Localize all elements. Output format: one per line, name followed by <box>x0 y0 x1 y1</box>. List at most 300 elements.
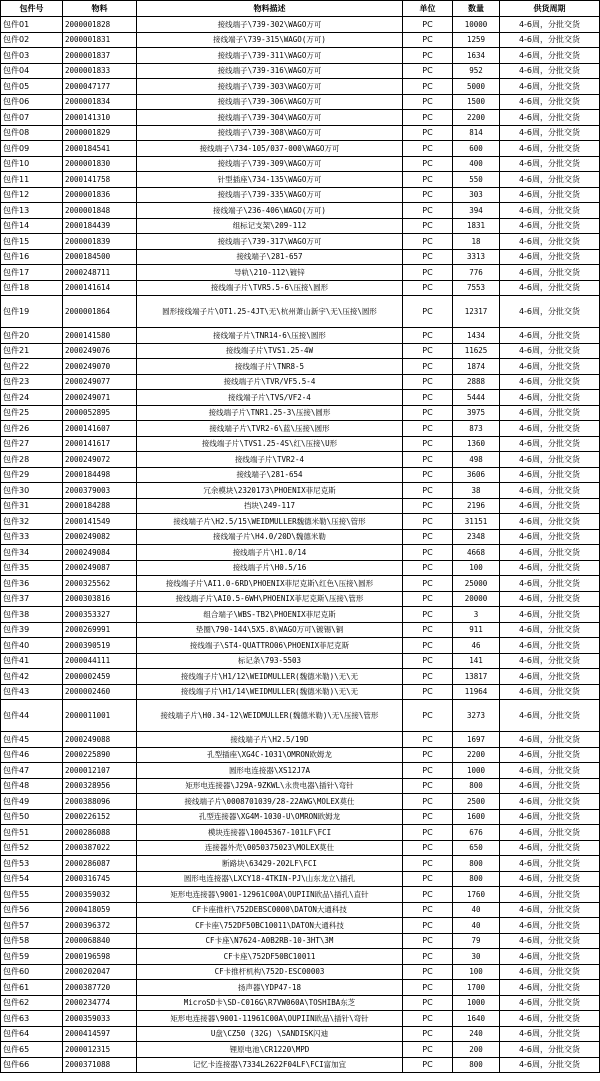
quantity-cell: 498 <box>453 452 500 468</box>
table-row <box>1 467 600 483</box>
package-cell: 包件63 <box>1 1011 63 1027</box>
package-cell: 包件05 <box>1 79 63 95</box>
description-cell: 接线端子片\AI1.0-6RD\PHOENIX菲尼克斯\红色\压接\圆形 <box>137 576 403 592</box>
delivery-period-cell: 4-6周，分批交货 <box>500 887 600 903</box>
delivery-period-cell: 4-6周，分批交货 <box>500 390 600 406</box>
table-row <box>1 980 600 996</box>
package-cell: 包件15 <box>1 234 63 250</box>
description-cell: 接线端子片\TVS1.25-4S\红\压接\U形 <box>137 436 403 452</box>
material-code-cell: 2000249088 <box>63 732 137 748</box>
table-header <box>1 1 600 17</box>
material-code-cell: 2000388096 <box>63 794 137 810</box>
unit-cell: PC <box>403 421 453 437</box>
delivery-period-cell: 4-6周，分批交货 <box>500 653 600 669</box>
quantity-cell: 141 <box>453 653 500 669</box>
material-code-cell: 2000196598 <box>63 949 137 965</box>
quantity-cell: 4668 <box>453 545 500 561</box>
material-code-cell: 2000141549 <box>63 514 137 530</box>
table-row <box>1 203 600 219</box>
table-row <box>1 498 600 514</box>
table-row <box>1 545 600 561</box>
quantity-cell: 2200 <box>453 747 500 763</box>
description-cell: MicroSD卡\SD-C016G\R7VW060A\TOSHIBA东芝 <box>137 995 403 1011</box>
material-code-cell: 2000359033 <box>63 1011 137 1027</box>
delivery-period-cell: 4-6周，分批交货 <box>500 125 600 141</box>
quantity-cell: 38 <box>453 483 500 499</box>
unit-cell: PC <box>403 172 453 188</box>
material-code-cell: 2000001831 <box>63 32 137 48</box>
package-cell: 包件16 <box>1 249 63 265</box>
delivery-period-cell: 4-6周，分批交货 <box>500 498 600 514</box>
description-cell: 接线端子片\H2.5/19D <box>137 732 403 748</box>
package-cell: 包件31 <box>1 498 63 514</box>
material-code-cell: 2000202047 <box>63 964 137 980</box>
description-cell: 连接器外壳\0050375023\MOLEX莫仕 <box>137 840 403 856</box>
delivery-period-cell: 4-6周，分批交货 <box>500 17 600 33</box>
package-cell: 包件59 <box>1 949 63 965</box>
table-row <box>1 607 600 623</box>
package-cell: 包件60 <box>1 964 63 980</box>
package-cell: 包件56 <box>1 902 63 918</box>
material-code-cell: 2000248711 <box>63 265 137 281</box>
quantity-cell: 79 <box>453 933 500 949</box>
unit-cell: PC <box>403 234 453 250</box>
description-cell: 标记条\793-5503 <box>137 653 403 669</box>
unit-cell: PC <box>403 1026 453 1042</box>
col-header-quantity: 数量 <box>453 1 500 17</box>
description-cell: 接线端子\ST4-QUATTRO06\PHOENIX菲尼克斯 <box>137 638 403 654</box>
description-cell: 接线端子片\H1/12\WEIDMULLER(魏德米勒)\无\无 <box>137 669 403 685</box>
unit-cell: PC <box>403 747 453 763</box>
quantity-cell: 30 <box>453 949 500 965</box>
description-cell: 矩形电连接器\J29A-9ZKWL\永贵电器\插针\弯针 <box>137 778 403 794</box>
unit-cell: PC <box>403 560 453 576</box>
material-code-cell: 2000001839 <box>63 234 137 250</box>
table-row <box>1 949 600 965</box>
package-cell: 包件48 <box>1 778 63 794</box>
delivery-period-cell: 4-6周，分批交货 <box>500 483 600 499</box>
quantity-cell: 5444 <box>453 390 500 406</box>
unit-cell: PC <box>403 576 453 592</box>
quantity-cell: 1874 <box>453 359 500 375</box>
table-row <box>1 452 600 468</box>
material-code-cell: 2000249071 <box>63 390 137 406</box>
material-code-cell: 2000002460 <box>63 684 137 700</box>
delivery-period-cell: 4-6周，分批交货 <box>500 1011 600 1027</box>
table-row <box>1 156 600 172</box>
description-cell: 接线端子\281-657 <box>137 249 403 265</box>
unit-cell: PC <box>403 684 453 700</box>
quantity-cell: 1000 <box>453 995 500 1011</box>
material-code-cell: 2000141310 <box>63 110 137 126</box>
delivery-period-cell: 4-6周，分批交货 <box>500 980 600 996</box>
quantity-cell: 1600 <box>453 809 500 825</box>
material-code-cell: 2000011001 <box>63 700 137 732</box>
package-cell: 包件03 <box>1 48 63 64</box>
description-cell: 接线端子片\TVR5.5-6\压接\圆形 <box>137 280 403 296</box>
package-cell: 包件29 <box>1 467 63 483</box>
delivery-period-cell: 4-6周，分批交货 <box>500 638 600 654</box>
delivery-period-cell: 4-6周，分批交货 <box>500 622 600 638</box>
delivery-period-cell: 4-6周，分批交货 <box>500 249 600 265</box>
delivery-period-cell: 4-6周，分批交货 <box>500 265 600 281</box>
description-cell: 接线端子\236-406\WAGO(万可) <box>137 203 403 219</box>
unit-cell: PC <box>403 529 453 545</box>
quantity-cell: 2196 <box>453 498 500 514</box>
delivery-period-cell: 4-6周，分批交货 <box>500 825 600 841</box>
quantity-cell: 650 <box>453 840 500 856</box>
unit-cell: PC <box>403 156 453 172</box>
table-row <box>1 902 600 918</box>
unit-cell: PC <box>403 887 453 903</box>
quantity-cell: 1259 <box>453 32 500 48</box>
material-code-cell: 2000001864 <box>63 296 137 328</box>
table-row <box>1 328 600 344</box>
description-cell: 圆形接线端子片\OT1.25-4JT\无\杭州萧山新宇\无\压接\圆形 <box>137 296 403 328</box>
quantity-cell: 18 <box>453 234 500 250</box>
delivery-period-cell: 4-6周，分批交货 <box>500 343 600 359</box>
table-row <box>1 591 600 607</box>
table-row <box>1 187 600 203</box>
quantity-cell: 1000 <box>453 763 500 779</box>
quantity-cell: 2348 <box>453 529 500 545</box>
material-code-cell: 2000286087 <box>63 856 137 872</box>
quantity-cell: 800 <box>453 778 500 794</box>
table-row <box>1 234 600 250</box>
delivery-period-cell: 4-6周，分批交货 <box>500 141 600 157</box>
package-cell: 包件20 <box>1 328 63 344</box>
delivery-period-cell: 4-6周，分批交货 <box>500 871 600 887</box>
delivery-period-cell: 4-6周，分批交货 <box>500 48 600 64</box>
unit-cell: PC <box>403 964 453 980</box>
table-row <box>1 653 600 669</box>
material-code-cell: 2000414597 <box>63 1026 137 1042</box>
table-row <box>1 280 600 296</box>
package-cell: 包件61 <box>1 980 63 996</box>
package-cell: 包件19 <box>1 296 63 328</box>
description-cell: 接线端子片\TVS/VF2-4 <box>137 390 403 406</box>
quantity-cell: 10000 <box>453 17 500 33</box>
material-code-cell: 2000001848 <box>63 203 137 219</box>
unit-cell: PC <box>403 514 453 530</box>
quantity-cell: 100 <box>453 560 500 576</box>
table-row <box>1 794 600 810</box>
quantity-cell: 11964 <box>453 684 500 700</box>
material-code-cell: 2000328956 <box>63 778 137 794</box>
package-cell: 包件65 <box>1 1042 63 1058</box>
table-row <box>1 1011 600 1027</box>
material-code-cell: 2000387720 <box>63 980 137 996</box>
material-code-cell: 2000141617 <box>63 436 137 452</box>
quantity-cell: 40 <box>453 918 500 934</box>
delivery-period-cell: 4-6周，分批交货 <box>500 949 600 965</box>
table-row <box>1 48 600 64</box>
table-row <box>1 141 600 157</box>
material-code-cell: 2000001830 <box>63 156 137 172</box>
package-cell: 包件50 <box>1 809 63 825</box>
quantity-cell: 1634 <box>453 48 500 64</box>
unit-cell: PC <box>403 918 453 934</box>
description-cell: 接线端子片\TNR14-6\压接\圆形 <box>137 328 403 344</box>
unit-cell: PC <box>403 452 453 468</box>
table-row <box>1 638 600 654</box>
description-cell: 接线端子片\H0.34-12\WEIDMULLER(魏德米勒)\无\压接\管形 <box>137 700 403 732</box>
table-row <box>1 856 600 872</box>
package-cell: 包件04 <box>1 63 63 79</box>
delivery-period-cell: 4-6周，分批交货 <box>500 421 600 437</box>
table-row <box>1 63 600 79</box>
material-code-cell: 2000012315 <box>63 1042 137 1058</box>
material-code-cell: 2000225890 <box>63 747 137 763</box>
package-cell: 包件46 <box>1 747 63 763</box>
unit-cell: PC <box>403 390 453 406</box>
package-cell: 包件42 <box>1 669 63 685</box>
quantity-cell: 12317 <box>453 296 500 328</box>
table-row <box>1 778 600 794</box>
description-cell: 接线端子片\H4.0/20D\魏德米勒 <box>137 529 403 545</box>
package-cell: 包件26 <box>1 421 63 437</box>
material-code-cell: 2000303816 <box>63 591 137 607</box>
description-cell: 组标记支架\209-112 <box>137 218 403 234</box>
quantity-cell: 952 <box>453 63 500 79</box>
delivery-period-cell: 4-6周，分批交货 <box>500 1057 600 1073</box>
table-row <box>1 964 600 980</box>
table-row <box>1 933 600 949</box>
unit-cell: PC <box>403 296 453 328</box>
delivery-period-cell: 4-6周，分批交货 <box>500 436 600 452</box>
col-header-unit: 单位 <box>403 1 453 17</box>
table-row <box>1 1057 600 1073</box>
unit-cell: PC <box>403 405 453 421</box>
package-cell: 包件33 <box>1 529 63 545</box>
quantity-cell: 1697 <box>453 732 500 748</box>
unit-cell: PC <box>403 374 453 390</box>
quantity-cell: 2200 <box>453 110 500 126</box>
description-cell: 接线端子片\TNR8-5 <box>137 359 403 375</box>
package-cell: 包件21 <box>1 343 63 359</box>
material-code-cell: 2000002459 <box>63 669 137 685</box>
unit-cell: PC <box>403 141 453 157</box>
quantity-cell: 5000 <box>453 79 500 95</box>
package-cell: 包件66 <box>1 1057 63 1073</box>
material-code-cell: 2000249084 <box>63 545 137 561</box>
quantity-cell: 814 <box>453 125 500 141</box>
package-cell: 包件27 <box>1 436 63 452</box>
table-row <box>1 296 600 328</box>
table-row <box>1 94 600 110</box>
package-cell: 包件09 <box>1 141 63 157</box>
description-cell: 接线端子\739-308\WAGO万可 <box>137 125 403 141</box>
delivery-period-cell: 4-6周，分批交货 <box>500 280 600 296</box>
description-cell: 矩形电连接器\9001-11961C00A\OUPIIN欧品\插针\弯针 <box>137 1011 403 1027</box>
table-row <box>1 172 600 188</box>
unit-cell: PC <box>403 1042 453 1058</box>
package-cell: 包件02 <box>1 32 63 48</box>
material-code-cell: 2000316745 <box>63 871 137 887</box>
table-row <box>1 125 600 141</box>
quantity-cell: 40 <box>453 902 500 918</box>
description-cell: 接线端子\739-306\WAGO万可 <box>137 94 403 110</box>
package-cell: 包件41 <box>1 653 63 669</box>
package-cell: 包件14 <box>1 218 63 234</box>
table-row <box>1 732 600 748</box>
table-row <box>1 529 600 545</box>
unit-cell: PC <box>403 328 453 344</box>
description-cell: 接线端子片\TNR1.25-3\压接\圆形 <box>137 405 403 421</box>
table-row <box>1 840 600 856</box>
description-cell: 圆形电连接器\XS12J7A <box>137 763 403 779</box>
delivery-period-cell: 4-6周，分批交货 <box>500 700 600 732</box>
quantity-cell: 676 <box>453 825 500 841</box>
description-cell: 接线端子\739-302\WAGO万可 <box>137 17 403 33</box>
quantity-cell: 2500 <box>453 794 500 810</box>
material-code-cell: 2000141614 <box>63 280 137 296</box>
material-code-cell: 2000249082 <box>63 529 137 545</box>
table-row <box>1 17 600 33</box>
table-row <box>1 1042 600 1058</box>
package-cell: 包件55 <box>1 887 63 903</box>
package-cell: 包件34 <box>1 545 63 561</box>
unit-cell: PC <box>403 856 453 872</box>
unit-cell: PC <box>403 125 453 141</box>
unit-cell: PC <box>403 825 453 841</box>
unit-cell: PC <box>403 591 453 607</box>
description-cell: 接线端子片\AI0.5-6WH\PHOENIX菲尼克斯\压接\管形 <box>137 591 403 607</box>
quantity-cell: 1760 <box>453 887 500 903</box>
description-cell: 针型插座\734-135\WAGO万可 <box>137 172 403 188</box>
unit-cell: PC <box>403 622 453 638</box>
delivery-period-cell: 4-6周，分批交货 <box>500 467 600 483</box>
description-cell: 接线端子\739-309\WAGO万可 <box>137 156 403 172</box>
material-code-cell: 2000418059 <box>63 902 137 918</box>
delivery-period-cell: 4-6周，分批交货 <box>500 79 600 95</box>
package-cell: 包件11 <box>1 172 63 188</box>
description-cell: CF卡座\N7624-A0B2RB-10-3HT\3M <box>137 933 403 949</box>
material-code-cell: 2000390519 <box>63 638 137 654</box>
delivery-period-cell: 4-6周，分批交货 <box>500 763 600 779</box>
package-cell: 包件62 <box>1 995 63 1011</box>
unit-cell: PC <box>403 203 453 219</box>
delivery-period-cell: 4-6周，分批交货 <box>500 405 600 421</box>
description-cell: 接线端子片\H2.5/15\WEIDMULLER魏德米勒\压接\管形 <box>137 514 403 530</box>
unit-cell: PC <box>403 949 453 965</box>
table-body <box>1 17 600 1073</box>
package-cell: 包件44 <box>1 700 63 732</box>
quantity-cell: 46 <box>453 638 500 654</box>
quantity-cell: 3975 <box>453 405 500 421</box>
description-cell: 接线端子片\TVS1.25-4W <box>137 343 403 359</box>
material-code-cell: 2000001833 <box>63 63 137 79</box>
package-cell: 包件47 <box>1 763 63 779</box>
description-cell: 接线端子\734-105/037-000\WAGO万可 <box>137 141 403 157</box>
unit-cell: PC <box>403 809 453 825</box>
unit-cell: PC <box>403 467 453 483</box>
unit-cell: PC <box>403 483 453 499</box>
description-cell: 断路块\63429-202LF\FCI <box>137 856 403 872</box>
table-row <box>1 483 600 499</box>
table-row <box>1 421 600 437</box>
delivery-period-cell: 4-6周，分批交货 <box>500 964 600 980</box>
quantity-cell: 31151 <box>453 514 500 530</box>
quantity-cell: 20000 <box>453 591 500 607</box>
unit-cell: PC <box>403 110 453 126</box>
unit-cell: PC <box>403 1057 453 1073</box>
delivery-period-cell: 4-6周，分批交货 <box>500 933 600 949</box>
description-cell: CF卡座推杆\752DEBSC0000\DATON大通科技 <box>137 902 403 918</box>
unit-cell: PC <box>403 902 453 918</box>
delivery-period-cell: 4-6周，分批交货 <box>500 374 600 390</box>
description-cell: U盘\CZ50 (32G) \SANDISK闪迪 <box>137 1026 403 1042</box>
package-cell: 包件52 <box>1 840 63 856</box>
quantity-cell: 800 <box>453 871 500 887</box>
table-row <box>1 809 600 825</box>
description-cell: 记忆卡连接器\7334L2622F04LF\FCI富加宜 <box>137 1057 403 1073</box>
material-code-cell: 2000001834 <box>63 94 137 110</box>
material-code-cell: 2000249072 <box>63 452 137 468</box>
description-cell: 挡块\249-117 <box>137 498 403 514</box>
quantity-cell: 800 <box>453 856 500 872</box>
unit-cell: PC <box>403 343 453 359</box>
table-row <box>1 374 600 390</box>
delivery-period-cell: 4-6周，分批交货 <box>500 902 600 918</box>
package-cell: 包件01 <box>1 17 63 33</box>
description-cell: 扬声器\YDP47-18 <box>137 980 403 996</box>
material-code-cell: 2000001828 <box>63 17 137 33</box>
delivery-period-cell: 4-6周，分批交货 <box>500 110 600 126</box>
material-code-cell: 2000325562 <box>63 576 137 592</box>
unit-cell: PC <box>403 933 453 949</box>
description-cell: 接线端子片\H1.0/14 <box>137 545 403 561</box>
description-cell: 矩形电连接器\9001-12961C00A\OUPIIN欧品\插孔\直针 <box>137 887 403 903</box>
unit-cell: PC <box>403 980 453 996</box>
description-cell: 接线端子\739-317\WAGO万可 <box>137 234 403 250</box>
delivery-period-cell: 4-6周，分批交货 <box>500 794 600 810</box>
unit-cell: PC <box>403 79 453 95</box>
description-cell: 接线端子\739-303\WAGO万可 <box>137 79 403 95</box>
material-code-cell: 2000141758 <box>63 172 137 188</box>
material-code-cell: 2000234774 <box>63 995 137 1011</box>
description-cell: 接线端子片\0008701039/28-22AWG\MOLEX莫仕 <box>137 794 403 810</box>
unit-cell: PC <box>403 249 453 265</box>
unit-cell: PC <box>403 607 453 623</box>
delivery-period-cell: 4-6周，分批交货 <box>500 684 600 700</box>
quantity-cell: 3313 <box>453 249 500 265</box>
description-cell: 接线端子\281-654 <box>137 467 403 483</box>
table-row <box>1 887 600 903</box>
description-cell: 接线端子\739-335\WAGO万可 <box>137 187 403 203</box>
header-row <box>1 1 600 17</box>
unit-cell: PC <box>403 1011 453 1027</box>
material-code-cell: 2000184439 <box>63 218 137 234</box>
description-cell: 接线端子\739-311\WAGO万可 <box>137 48 403 64</box>
material-code-cell: 2000286088 <box>63 825 137 841</box>
delivery-period-cell: 4-6周，分批交货 <box>500 1026 600 1042</box>
col-header-delivery-period: 供货周期 <box>500 1 600 17</box>
package-cell: 包件25 <box>1 405 63 421</box>
unit-cell: PC <box>403 545 453 561</box>
delivery-period-cell: 4-6周，分批交货 <box>500 747 600 763</box>
package-cell: 包件54 <box>1 871 63 887</box>
package-cell: 包件30 <box>1 483 63 499</box>
quantity-cell: 911 <box>453 622 500 638</box>
unit-cell: PC <box>403 638 453 654</box>
unit-cell: PC <box>403 700 453 732</box>
package-cell: 包件28 <box>1 452 63 468</box>
package-cell: 包件39 <box>1 622 63 638</box>
material-code-cell: 2000141607 <box>63 421 137 437</box>
quantity-cell: 600 <box>453 141 500 157</box>
table-row <box>1 871 600 887</box>
